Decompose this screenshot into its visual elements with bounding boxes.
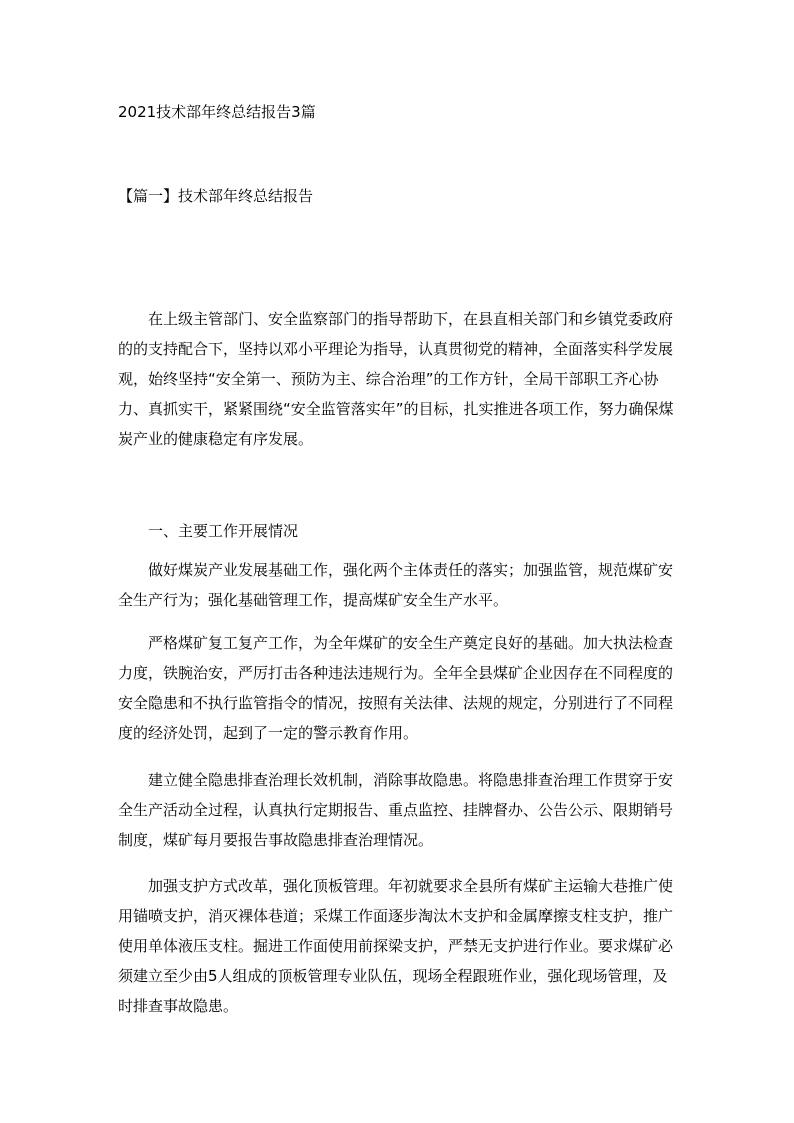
section-title: 【篇一】技术部年终总结报告 xyxy=(118,187,314,205)
intro-paragraph: 在上级主管部门、安全监察部门的指导帮助下，在县直相关部门和乡镇党委政府的的支持配合下，坚持以邓小平理论为指导，认真贯彻党的精神，全面落实科学发展观，始终坚持“安全第一、预防为主、综合治理”的工作方针，全局干部职工齐心协力、真抓实干，紧紧围绕“安全监管落实年”的目标，扎实推进各项工作，努力确保煤炭产业的健康稳定有序发展。 xyxy=(118,310,674,448)
paragraph-4: 加强支护方式改革，强化顶板管理。年初就要求全县所有煤矿主运输大巷推广使用锚喷支护，消灭裸体巷道；采煤工作面逐步淘汰木支护和金属摩擦支柱支护，推广使用单体液压支柱。掘进工作面使用前探梁支护，严禁无支护进行作业。要求煤矿必须建立至少由5人组成的顶板管理专业队伍，现场全程跟班作业，强化现场管理，及时排查事故隐患。 xyxy=(118,877,674,1015)
paragraph-1: 做好煤炭产业发展基础工作，强化两个主体责任的落实；加强监管，规范煤矿安全生产行为；强化基础管理工作，提高煤矿安全生产水平。 xyxy=(118,561,674,609)
paragraph-block-3 xyxy=(118,765,678,855)
paragraph-block-4 xyxy=(118,871,678,1021)
heading-main-work: 一、主要工作开展情况 xyxy=(148,522,299,540)
paragraph-2: 严格煤矿复工复产工作，为全年煤矿的安全生产奠定良好的基础。加大执法检查力度，铁腕治安，严厉打击各种违法违规行为。全年全县煤矿企业因存在不同程度的安全隐患和不执行监管指令的情况，按照有关法律、法规的规定，分别进行了不同程度的经济处罚，起到了一定的警示教育作用。 xyxy=(118,634,674,742)
paragraph-block-2 xyxy=(118,628,678,748)
intro-paragraph-block xyxy=(118,304,678,454)
paragraph-3: 建立健全隐患排查治理长效机制，消除事故隐患。将隐患排查治理工作贯穿于安全生产活动全过程，认真执行定期报告、重点监控、挂牌督办、公告公示、限期销号制度，煤矿每月要报告事故隐患排查治理情况。 xyxy=(118,771,674,849)
document-title: 2021技术部年终总结报告3篇 xyxy=(118,103,316,121)
paragraph-block-1 xyxy=(118,555,678,615)
